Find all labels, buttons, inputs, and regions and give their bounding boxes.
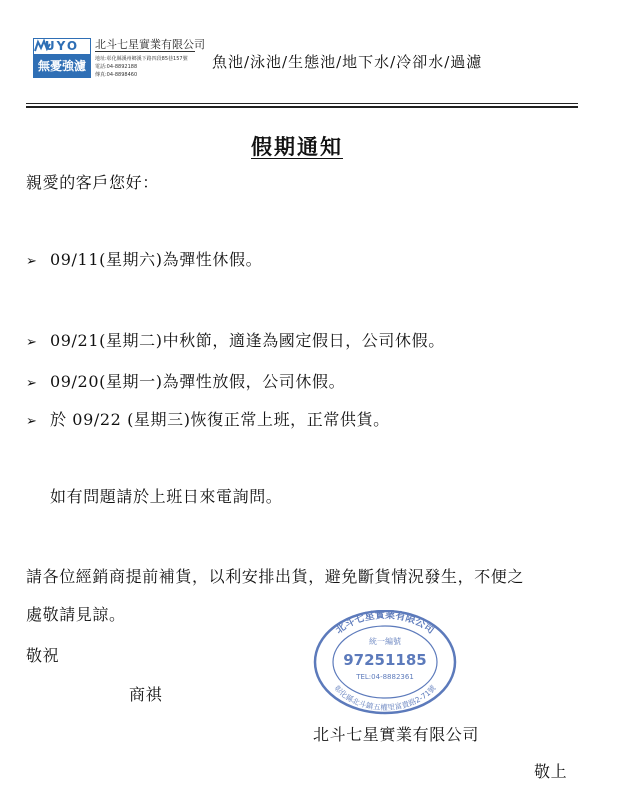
company-seal-stamp (313, 610, 457, 715)
stamp-outer-text: 北斗七星實業有限公司 (333, 610, 437, 637)
stamp-label: 統一編號 (369, 637, 401, 646)
closing-wish: 商祺 (129, 685, 163, 704)
arrow-bullet-icon: ➢ (26, 254, 38, 269)
page-title: 假期通知 (251, 134, 343, 159)
notice-item-3: ➢ 09/20(星期一)為彈性放假，公司休假。 (26, 372, 346, 391)
stamp-tel: TEL:04-8882361 (356, 673, 414, 681)
header-address: 地址:彰化縣溪州鄉溪下路四段85巷157號 (95, 56, 188, 62)
notice-item-1: ➢ 09/11(星期六)為彈性休假。 (26, 250, 263, 269)
header-company-name: 北斗七星實業有限公司 (95, 38, 205, 51)
header-divider-thin (26, 103, 578, 104)
svg-text:北斗七星實業有限公司 (333, 610, 437, 636)
inquiry-note: 如有問題請於上班日來電詢問。 (50, 487, 283, 506)
sign-off: 敬上 (534, 762, 568, 781)
closing: 敬祝 (26, 646, 60, 665)
notice-item-4: ➢ 於 09/22 (星期三)恢復正常上班，正常供貨。 (26, 410, 390, 429)
header-divider-thick (26, 106, 578, 108)
logo-top-text: UYO (44, 39, 80, 53)
notice-item-2: ➢ 09/21(星期二)中秋節，適逢為國定假日，公司休假。 (26, 331, 445, 350)
arrow-bullet-icon: ➢ (26, 414, 38, 429)
header-phone: 電話:04-8892188 (95, 64, 138, 70)
signature-company: 北斗七星實業有限公司 (313, 725, 480, 744)
greeting: 親愛的客戶您好： (26, 173, 159, 192)
request-line-2: 處敬請見諒。 (26, 605, 126, 624)
arrow-bullet-icon: ➢ (26, 376, 38, 391)
header-services: 魚池/泳池/生態池/地下水/冷卻水/過濾 (212, 53, 483, 71)
arrow-bullet-icon: ➢ (26, 335, 38, 350)
stamp-address: 彰化縣北斗鎮五權里富貴路2-71號 (332, 683, 438, 713)
header-name-underline (95, 51, 195, 52)
logo-bottom-text: 無憂強濾 (37, 59, 86, 73)
company-logo (33, 38, 91, 78)
header-fax: 傳真:04-8898460 (95, 72, 138, 78)
request-line-1: 請各位經銷商提前補貨，以利安排出貨，避免斷貨情況發生，不便之 (26, 567, 525, 586)
stamp-number: 97251185 (343, 651, 427, 669)
